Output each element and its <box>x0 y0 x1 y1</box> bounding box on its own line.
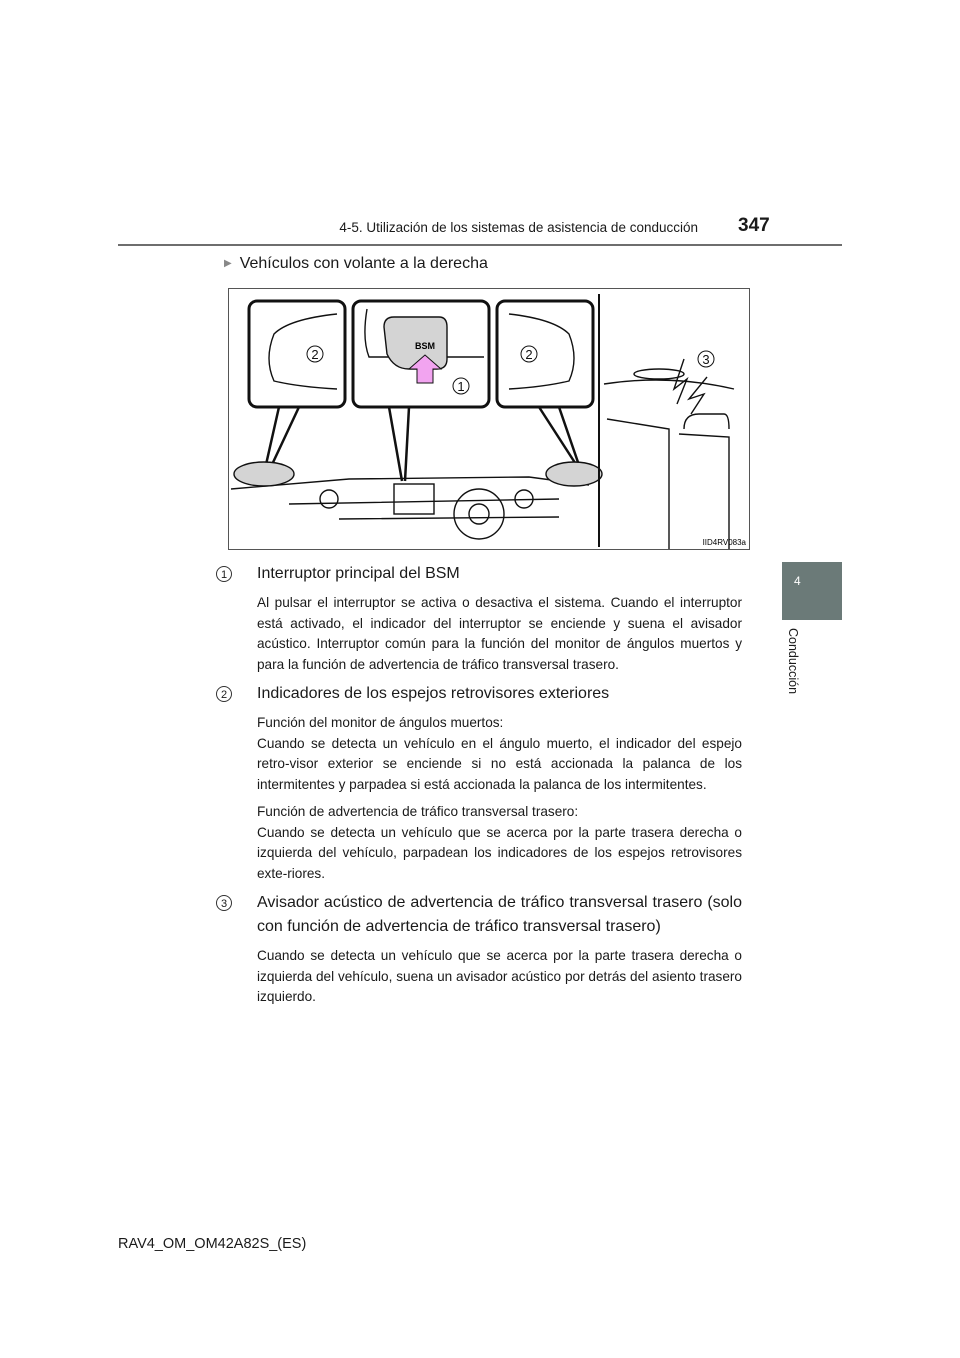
triangle-bullet-icon: ▶ <box>224 258 232 269</box>
image-code: IID4RV083a <box>702 538 746 547</box>
callout-1: 1 <box>457 379 465 394</box>
page-number: 347 <box>738 215 770 236</box>
callout-3: 3 <box>702 352 710 367</box>
dashboard-illustration <box>229 289 749 549</box>
item-title: Indicadores de los espejos retrovisores exteriores <box>257 685 610 702</box>
footer-doc-code: RAV4_OM_OM42A82S_(ES) <box>118 1236 307 1252</box>
subheading-text: Vehículos con volante a la derecha <box>239 255 488 272</box>
callout-2-right: 2 <box>525 347 533 362</box>
list-item <box>216 682 742 884</box>
section-header: 4-5. Utilización de los sistemas de asistencia de conducción <box>339 220 698 235</box>
figure-illustration <box>228 288 750 550</box>
item-list <box>216 562 742 1015</box>
chapter-title: Conducción <box>786 628 800 695</box>
item-number-badge: 1 <box>216 566 232 582</box>
chapter-tab <box>782 562 842 620</box>
item-title: Avisador acústico de advertencia de tráfico transversal trasero (solo con función de advertencia de tráfico transversal trasero) <box>257 894 742 935</box>
list-item <box>216 562 742 675</box>
item-number-badge: 2 <box>216 686 232 702</box>
item-paragraph: Al pulsar el interruptor se activa o desactiva el sistema. Cuando el interruptor está activado, el indicador del interruptor se enciende y suena el avisador acústico. Interruptor común para la función del monitor de ángulos muertos y para la función de advertencia de tráfico transversal trasero. <box>257 595 742 672</box>
subheading <box>224 255 488 273</box>
callout-2-left: 2 <box>311 347 319 362</box>
list-item <box>216 891 742 1008</box>
item-title: Interruptor principal del BSM <box>257 565 460 582</box>
item-paragraph: Función del monitor de ángulos muertos: Cuando se detecta un vehículo en el ángulo muerto, el indicador del espejo retro-visor exterior se enciende si no está accionada la palanca de los intermitentes y parpadea si está accionada la palanca de los intermitentes. <box>257 715 742 792</box>
bsm-switch-label: BSM <box>415 341 435 351</box>
item-number-badge: 3 <box>216 895 232 911</box>
chapter-number: 4 <box>794 574 801 588</box>
header-rule <box>118 244 842 246</box>
item-paragraph: Función de advertencia de tráfico transversal trasero: Cuando se detecta un vehículo que se acerca por la parte trasera derecha o izquierda del vehículo, parpadean los indicadores de los espejos retrovisores exte-riores. <box>257 804 742 881</box>
item-paragraph: Cuando se detecta un vehículo que se acerca por la parte trasera derecha o izquierda del vehículo, suena un avisador acústico por detrás del asiento trasero izquierdo. <box>257 948 742 1004</box>
